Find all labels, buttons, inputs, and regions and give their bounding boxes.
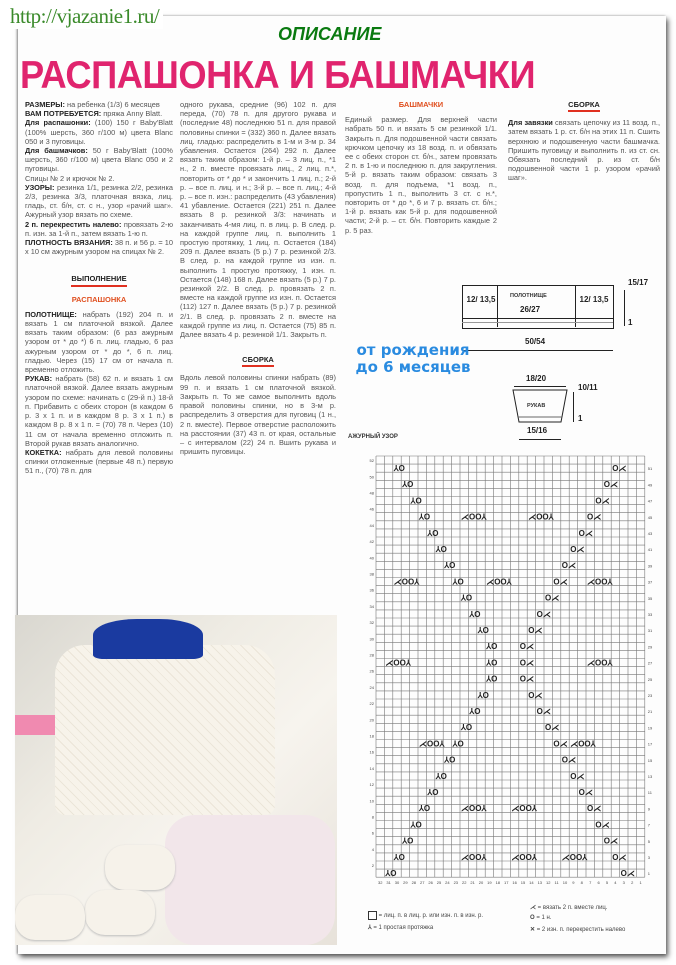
- lace-symbol-right: O⋌: [536, 609, 551, 619]
- lace-symbol-right: O⋌: [528, 690, 543, 700]
- sleeve-label: РУКАВ: [527, 403, 546, 409]
- column-number: 5: [605, 880, 609, 886]
- product-photo: [15, 615, 337, 945]
- lace-symbol-right: O⋌: [536, 706, 551, 716]
- lace-symbol-right: O⋌: [612, 852, 627, 862]
- column-number: 1: [639, 880, 642, 886]
- row-number: 48: [369, 490, 374, 496]
- row-number: 29: [647, 644, 653, 650]
- left-width-label: 12/ 13,5: [466, 295, 496, 304]
- sleeve-rib-label: 1: [578, 414, 583, 423]
- lace-symbol-right: O⋌: [519, 658, 535, 668]
- row-number: 40: [369, 555, 374, 561]
- row-number: 12: [369, 782, 374, 788]
- column-number: 14: [529, 880, 534, 886]
- k2tog-icon: ⋌: [530, 905, 536, 911]
- column-1: РАЗМЕРЫ: на ребенка (1/3) 6 месяцев ВАМ ПОТРЕБУЕТСЯ: пряжа Anny Blatt. Для распашонки: (100) 150 г Baby'Blatt (100% шерсть, 360 г/100 м) цвета Blanc 050 и 3 пуговицы. Для башмачков: 50 г Baby'Blatt (100% шерсть, 360 г/100 м) цвета Blanc 050 и 2 пуговицы. Спицы № 2 и крючок № 2. УЗОРЫ: резинка 1/1, резинка 2/2, резинка 2/3, резинка 3/3, платочная вязка, лиц. гладь, ст. б/н, ст. с н., узор «рачий шаг». Ажурный узор вязать по схеме. 2 п. перекрестить налево: провязать 2-ю п. изн. за 1-й п., затем вязать 1-ю п. ПЛОТНОСТЬ ВЯЗАНИЯ: 38 п. и 56 р. = 10 х 10 см ажурным узором на спицах № 2. ВЫПОЛНЕНИЕ РАСПАШОНКА ПОЛОТНИЩЕ: набрать (192) 204 п. и вязать 1 см платочной вязкой. Далее вязать таким образом: (6 раз ажурным узором от * до *) 6 п. лиц. гладью, 6 раз ажурным узором от * до *, 6 п. лиц. гладью. Через (15) 17 см от начала п. временно отложить. РУКАВ: набрать (58) 62 п. и вязать 1 см платочной вязкой. Далее вязать ажурным узором по схеме: начинать с (29-й п.) 18-й п. Прибавить с обеих сторон (в каждом 6 р. 3 х 1 п. и в каждом 8 р. 3 х 1 п.) в каждом 8 р. 8 х 1 п. = (70) 78 п. Через (10) 11 см от начала временно отложить п. Второй рукав вязать аналогично. КОКЕТКА: набрать для левой половины спинки отложенные (первые 48 п.) первую 51 п., (70) 78 п. для: [25, 100, 173, 476]
- column-number: 12: [545, 880, 551, 886]
- column-number: 26: [428, 880, 433, 886]
- lace-symbol-left: ⅄O: [427, 528, 439, 538]
- lace-symbol-left: ⅄O: [486, 658, 498, 668]
- lace-symbol-left: ⅄O: [393, 852, 405, 862]
- row-number: 33: [647, 611, 653, 617]
- column-number: 30: [394, 880, 400, 886]
- row-number: 22: [369, 701, 374, 707]
- lace-symbol-left: ⅄O: [419, 804, 431, 814]
- row-number: 7: [647, 822, 651, 828]
- lace-group: ⋌OO⅄: [587, 577, 613, 587]
- lace-group: ⋌OO⅄: [393, 577, 420, 587]
- row-number: 14: [369, 765, 374, 771]
- lace-group: ⋌OO⅄: [461, 852, 487, 862]
- height-label: 15/17: [628, 278, 649, 287]
- page-title: РАСПАШОНКА И БАШМАЧКИ: [20, 54, 536, 97]
- column-number: 6: [597, 880, 600, 886]
- lace-symbol-left: ⅄O: [393, 463, 405, 473]
- lace-symbol-right: O⋌: [545, 593, 560, 603]
- lace-symbol-right: O⋌: [561, 755, 577, 765]
- slip-icon: ⅄: [368, 925, 372, 931]
- column-number: 15: [520, 880, 526, 886]
- lace-symbol-right: O⋌: [570, 544, 585, 554]
- row-number: 16: [369, 749, 374, 755]
- row-number: 13: [647, 773, 653, 779]
- lace-symbol-left: ⅄O: [410, 496, 422, 506]
- lace-symbol-left: ⅄O: [469, 706, 481, 716]
- lace-symbol-left: ⅄O: [452, 577, 464, 587]
- row-number: 42: [369, 539, 374, 545]
- row-number: 46: [369, 506, 374, 512]
- column-number: 23: [453, 880, 459, 886]
- heading-assembly-bootees: СБОРКА: [568, 100, 600, 112]
- row-number: 44: [369, 522, 374, 528]
- row-number: 21: [647, 709, 653, 715]
- row-number: 5: [647, 838, 651, 844]
- legend-k2tog: = вязать 2 п. вместе лиц.: [537, 905, 608, 911]
- column-number: 13: [537, 880, 543, 886]
- site-url[interactable]: http://vjazanie1.ru/: [10, 4, 163, 29]
- lace-symbol-left: ⅄O: [477, 625, 489, 635]
- lace-group: ⋌OO⅄: [528, 512, 554, 522]
- row-number: 34: [369, 603, 374, 609]
- legend-cross: = 2 изн. п. перекрестить налево: [536, 927, 626, 933]
- row-number: 8: [371, 814, 374, 820]
- legend-slip: = 1 простая протяжка: [373, 925, 434, 931]
- lace-symbol-right: O⋌: [545, 723, 560, 733]
- lace-symbol-right: O⋌: [603, 480, 619, 490]
- lace-symbol-left: ⅄O: [486, 674, 498, 684]
- row-number: 11: [647, 790, 652, 796]
- lace-symbol-right: O⋌: [595, 496, 610, 506]
- heading-assembly: СБОРКА: [242, 355, 274, 367]
- row-number: 32: [369, 620, 374, 626]
- center-width-label: 26/27: [520, 305, 541, 314]
- heading-raspashonka: РАСПАШОНКА: [71, 294, 127, 304]
- lace-group: ⋌OO⅄: [486, 577, 512, 587]
- row-number: 18: [369, 733, 374, 739]
- lace-symbol-left: ⅄O: [402, 480, 414, 490]
- sleeve-height-label: 10/11: [578, 383, 598, 392]
- lace-group: ⋌OO⅄: [511, 804, 537, 814]
- lace-symbol-left: ⅄O: [444, 755, 456, 765]
- lace-symbol-right: O⋌: [603, 836, 619, 846]
- lace-group: ⋌OO⅄: [461, 512, 487, 522]
- lace-symbol-right: O⋌: [553, 739, 568, 749]
- lace-chart: [364, 452, 664, 900]
- legend-knit: = лиц. п. в лиц. р. или изн. п. в изн. р.: [378, 913, 484, 920]
- column-3: БАШМАЧКИ Единый размер. Для верхней части набрать 50 п. и вязать 5 см резинкой 1/1. Закрыть п. Для подошвенной части связать крючком цепочку из 18 возд. п. и обвязать ее с обеих сторон ст. б/н., затем провязать 2 п. в 1-ю и последнюю п. для закругления. 5-й р. вязать таким образом: связать 3 возд. п. для подъема, *1 возд. п., пропустить 1 п., выполнить 3 ст. с н.*, повторить от * до *, 6 и 7 р. вязать ст. б/н.; 1-й р. вязать как 5-й р. для подошвенной части; 2-й р. – ст. б/н. Повторить каждые 2 р. 5 раз.: [345, 100, 497, 235]
- lace-symbol-left: ⅄O: [410, 820, 422, 830]
- lace-symbol-left: ⅄O: [486, 642, 498, 652]
- sleeve-bottom-label: 15/16: [527, 426, 548, 435]
- lace-symbol-right: O⋌: [561, 561, 577, 571]
- total-width-label: 50/54: [525, 337, 546, 346]
- row-number: 6: [371, 830, 374, 836]
- heading-execution: ВЫПОЛНЕНИЕ: [71, 274, 126, 286]
- lace-symbol-right: O⋌: [519, 642, 535, 652]
- heading-bootees: БАШМАЧКИ: [398, 100, 444, 109]
- lace-symbol-left: ⅄O: [419, 512, 431, 522]
- column-number: 11: [554, 880, 559, 886]
- row-number: 23: [647, 692, 653, 698]
- section-header: ОПИСАНИЕ: [278, 24, 382, 44]
- lace-symbol-left: ⅄O: [427, 787, 439, 797]
- legend-yo: = 1 н.: [536, 915, 552, 921]
- column-number: 29: [403, 880, 408, 886]
- row-number: 43: [647, 530, 653, 536]
- lace-symbol-left: ⅄O: [444, 561, 456, 571]
- rib-height-label: 1: [628, 318, 633, 327]
- column-number: 8: [580, 880, 583, 886]
- column-number: 32: [377, 880, 383, 886]
- row-number: 45: [647, 514, 653, 520]
- column-number: 18: [495, 880, 501, 886]
- lace-symbol-right: O⋌: [578, 787, 593, 797]
- column-number: 7: [589, 880, 592, 886]
- lace-symbol-right: O⋌: [612, 463, 627, 473]
- lace-symbol-left: ⅄O: [452, 739, 464, 749]
- column-number: 16: [512, 880, 517, 886]
- column-number: 3: [622, 880, 625, 886]
- row-number: 25: [647, 676, 653, 682]
- column-number: 21: [470, 880, 475, 886]
- yarn-over-icon: O: [530, 915, 535, 921]
- row-number: 19: [647, 725, 653, 731]
- lace-symbol-right: O⋌: [595, 820, 610, 830]
- lace-symbol-right: O⋌: [587, 512, 602, 522]
- chart-title: АЖУРНЫЙ УЗОР: [348, 434, 398, 440]
- lace-symbol-left: ⅄O: [435, 771, 447, 781]
- row-number: 28: [369, 652, 374, 658]
- row-number: 2: [371, 863, 374, 869]
- right-width-label: 12/ 13,5: [579, 295, 609, 304]
- lace-group: ⋌OO⅄: [461, 804, 487, 814]
- lace-symbol-left: ⅄O: [477, 690, 489, 700]
- row-number: 24: [369, 684, 374, 690]
- column-number: 27: [419, 880, 425, 886]
- column-number: 4: [614, 880, 617, 886]
- row-number: 17: [647, 741, 653, 747]
- lace-symbol-right: O⋌: [620, 868, 635, 878]
- row-number: 27: [647, 660, 653, 666]
- row-number: 4: [371, 846, 374, 852]
- lace-symbol-left: ⅄O: [461, 723, 473, 733]
- column-number: 17: [503, 880, 509, 886]
- row-number: 51: [647, 466, 653, 472]
- row-number: 3: [647, 854, 651, 860]
- row-number: 49: [647, 482, 653, 488]
- row-number: 52: [369, 458, 374, 464]
- lace-symbol-right: O⋌: [519, 674, 535, 684]
- sleeve-top-label: 18/20: [526, 374, 547, 383]
- lace-symbol-right: O⋌: [587, 804, 602, 814]
- lace-symbol-right: O⋌: [578, 528, 593, 538]
- row-number: 35: [647, 595, 653, 601]
- column-number: 2: [631, 880, 634, 886]
- row-number: 30: [369, 636, 374, 642]
- row-number: 36: [369, 587, 374, 593]
- lace-symbol-left: ⅄O: [402, 836, 414, 846]
- row-number: 9: [647, 806, 651, 812]
- row-number: 20: [369, 717, 374, 723]
- column-number: 10: [562, 880, 568, 886]
- row-number: 10: [369, 798, 374, 804]
- lace-group: ⋌OO⅄: [561, 852, 588, 862]
- column-number: 24: [445, 880, 450, 886]
- row-number: 1: [647, 871, 651, 877]
- row-number: 39: [647, 563, 653, 569]
- knit-square-icon: [368, 911, 377, 920]
- lace-symbol-left: ⅄O: [469, 609, 481, 619]
- column-number: 20: [478, 880, 484, 886]
- column-number: 19: [487, 880, 492, 886]
- lace-symbol-right: O⋌: [553, 577, 568, 587]
- row-number: 37: [647, 579, 653, 585]
- row-number: 15: [647, 757, 653, 763]
- lace-group: ⋌OO⅄: [570, 739, 596, 749]
- lace-group: ⋌OO⅄: [587, 658, 613, 668]
- lace-group: ⋌OO⅄: [419, 739, 445, 749]
- column-4: СБОРКА Для завязки связать цепочку из 11 возд. п., затем вязать 1 р. ст. б/н на этих 11 п. Сшить верхнюю и подошвенную части башмачка. Пришить пуговицу и выполнить п. из ст. сн. Обвязать последний р. из ст. б/н подошвенной части 1 р. узором «рачий шаг».: [508, 100, 661, 183]
- lace-group: ⋌OO⅄: [511, 852, 537, 862]
- row-number: 38: [369, 571, 374, 577]
- body-label: ПОЛОТНИЩЕ: [510, 293, 547, 299]
- row-number: 26: [369, 668, 374, 674]
- column-number: 9: [572, 880, 575, 886]
- lace-symbol-left: ⅄O: [435, 544, 447, 554]
- column-number: 22: [461, 880, 467, 886]
- column-number: 31: [386, 880, 391, 886]
- row-number: 47: [647, 498, 653, 504]
- row-number: 50: [369, 474, 374, 480]
- age-note: от рождения до 6 месяцев: [355, 341, 471, 376]
- row-number: 41: [647, 547, 653, 553]
- lace-symbol-right: O⋌: [570, 771, 585, 781]
- lace-symbol-left: ⅄O: [461, 593, 473, 603]
- lace-symbol-left: ⅄O: [385, 868, 397, 878]
- column-2: одного рукава, средние (96) 102 п. для переда, (70) 78 п. для другого рукава и (последние 48) последнюю 51 п. для правой половины спинки = (332) 360 п. Далее вязать лиц. гладью: распределить в 1-м и 3-м р. 34 убавления. Остается (264) 292 п. Далее вязать таким образом: 1-й р. – 3 лиц. п., *1 н., 2 п. вместе провязать лиц., 2 лиц. п.*, повторить от * до * и закончить 1 лиц. п.; 2-й р. – все п. лиц. и н.; 3-й р. – все п. лиц.; 4-й р. – все п. изн.: распределить (43 убавления) 41 убавление. Остается (221) 251 п. Далее вязать 8 р. резинкой 3/3: начинать и заканчивать 4-мя лиц. п. в лиц. р. В след. р. на каждой группе лиц. п. выполнить 1 простую протяжку, 1 лиц. п. Остается (184) 209 п. Далее вязать (5 р.) 7 р. резинкой 2/3. В след. р. на каждой группе из изн. п. выполнить 1 простую протяжку, 1 изн. п. Остается (148) 168 п. Далее вязать (5 р.) 7 р. резинкой 2/2. В след. р. провязать 2 п. вместе на каждой группе из изн. п. Остается (112) 127 п. Далее вязать (5 р.) 7 р. резинкой 2/1. В след. р. провязать 2 п. вместе на каждой группе из лиц. п. Остается (75) 85 п. Далее вязать 4 р. резинкой 1/1. Закрыть п. СБОРКА Вдоль левой половины спинки набрать (89) 99 п. и вязать 1 см платочной вязкой. Закрыть п. То же самое выполнить вдоль правой половины спинки, но в 3-м р. распределить 3 отверстия для пуговиц (1 н., 2 п. вместе). Первое отверстие расположить на расстоянии (37) 43 п. от края, остальные – с интервалом (22) 24 п. Вшить рукава и пришить пуговицы.: [180, 100, 336, 457]
- column-number: 28: [411, 880, 417, 886]
- lace-symbol-right: O⋌: [528, 625, 543, 635]
- lace-group: ⋌OO⅄: [385, 658, 411, 668]
- column-number: 25: [436, 880, 442, 886]
- row-number: 31: [647, 628, 653, 634]
- cross-icon: ✕: [530, 927, 536, 933]
